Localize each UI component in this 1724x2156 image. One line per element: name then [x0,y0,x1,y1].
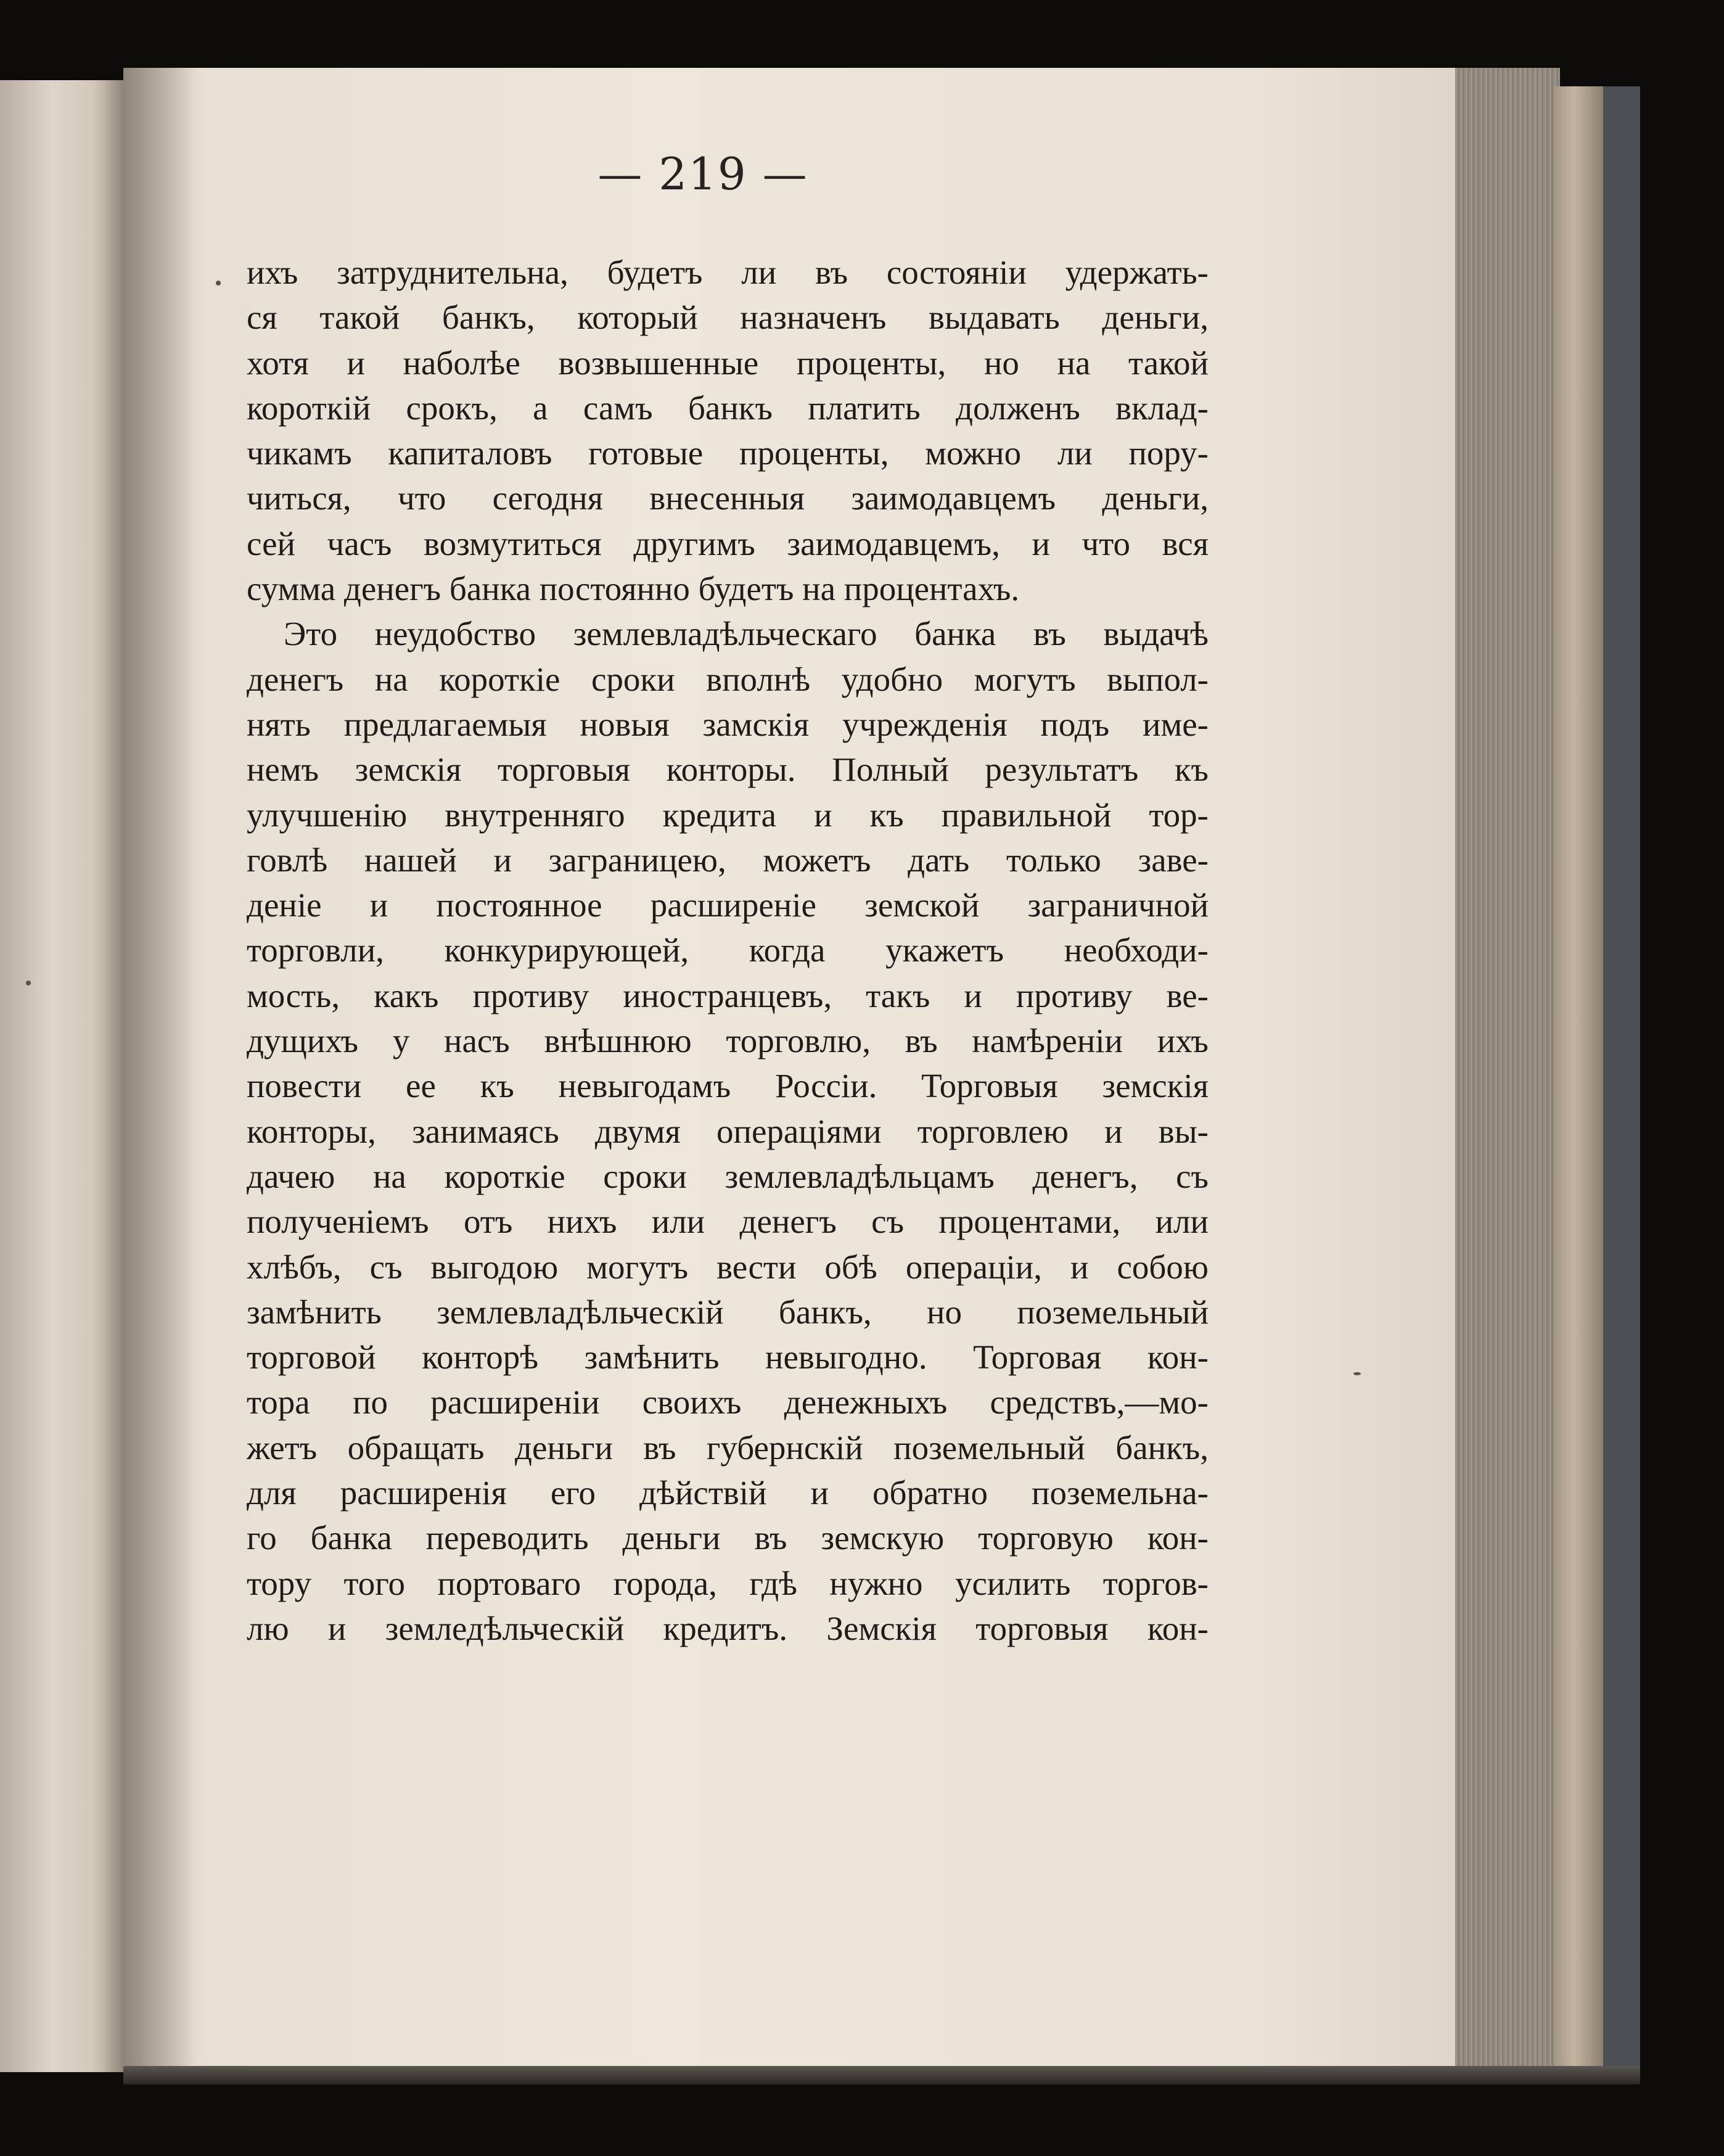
text-line: дущихъ у насъ внѣшнюю торговлю, въ намѣреніи ихъ [247,1022,1209,1060]
text-line: лю и земледѣльческій кредитъ. Земскія торговыя кон- [247,1609,1209,1647]
text-line: дачею на короткіе сроки землевладѣльцамъ денегъ, съ [247,1157,1209,1195]
text-line: повести ее къ невыгодамъ Россіи. Торговыя земскія [247,1067,1209,1105]
text-line: для расширенія его дѣйствій и обратно поземельна- [247,1474,1209,1512]
text-line: торговой конторѣ замѣнить невыгодно. Торговая кон- [247,1338,1209,1376]
text-line: немъ земскія торговыя конторы. Полный результатъ къ [247,751,1209,789]
book-bottom-edge [123,2066,1640,2084]
text-line: тора по расширеніи своихъ денежныхъ средствъ,—мо- [247,1383,1209,1422]
paper-speck [1353,1372,1361,1375]
page-stack-edge [1455,68,1560,2072]
text-line: хлѣбъ, съ выгодою могутъ вести обѣ операціи, и собою [247,1248,1209,1286]
text-line: улучшенію внутренняго кредита и къ правильной тор- [247,796,1209,834]
text-line: Это неудобство землевладѣльческаго банка въ выдачѣ [284,615,1209,653]
text-line: читься, что сегодня внесенныя заимодавцемъ деньги, [247,479,1209,517]
text-line: сумма денегъ банка постоянно будетъ на процентахъ. [247,570,1020,608]
text-line: полученіемъ отъ нихъ или денегъ съ процентами, или [247,1203,1209,1241]
text-line: денегъ на короткіе сроки вполнѣ удобно могутъ выпол- [247,660,1209,698]
text-line: деніе и постоянное расширеніе земской заграничной [247,886,1209,924]
paper-speck [216,281,221,286]
text-line: короткій срокъ, а самъ банкъ платить долженъ вклад- [247,389,1209,427]
text-line: нять предлагаемыя новыя замскія учрежденія подъ име- [247,705,1209,743]
text-line: го банка переводить деньги въ земскую торговую кон- [247,1519,1209,1557]
text-line: говлѣ нашей и заграницею, можетъ дать только заве- [247,841,1209,879]
page-number: — 219 — [597,148,808,200]
text-line: тору того портоваго города, гдѣ нужно усилить торгов- [247,1564,1209,1602]
text-line: сей часъ возмутиться другимъ заимодавцемъ, и что вся [247,524,1209,562]
text-line: чикамъ капиталовъ готовые проценты, можно ли пору- [247,434,1209,472]
text-line: конторы, занимаясь двумя операціями торговлею и вы- [247,1112,1209,1150]
text-line: ся такой банкъ, который назначенъ выдавать деньги, [247,298,1209,337]
text-line: ихъ затруднительна, будетъ ли въ состояніи удержать- [247,253,1209,291]
text-line: мость, какъ противу иностранцевъ, такъ и противу ве- [247,976,1209,1014]
text-line: замѣнить землевладѣльческій банкъ, но поземельный [247,1293,1209,1331]
text-line: хотя и наболѣе возвышенные проценты, но на такой [247,344,1209,382]
text-line: жетъ обращать деньги въ губернскій поземельный банкъ, [247,1428,1209,1467]
paper-speck [26,981,31,985]
gutter-shadow [123,68,197,2072]
body-text [247,250,1209,1651]
book-cover-board [1603,86,1640,2084]
text-line: торговли, конкурирующей, когда укажетъ необходи- [247,931,1209,969]
